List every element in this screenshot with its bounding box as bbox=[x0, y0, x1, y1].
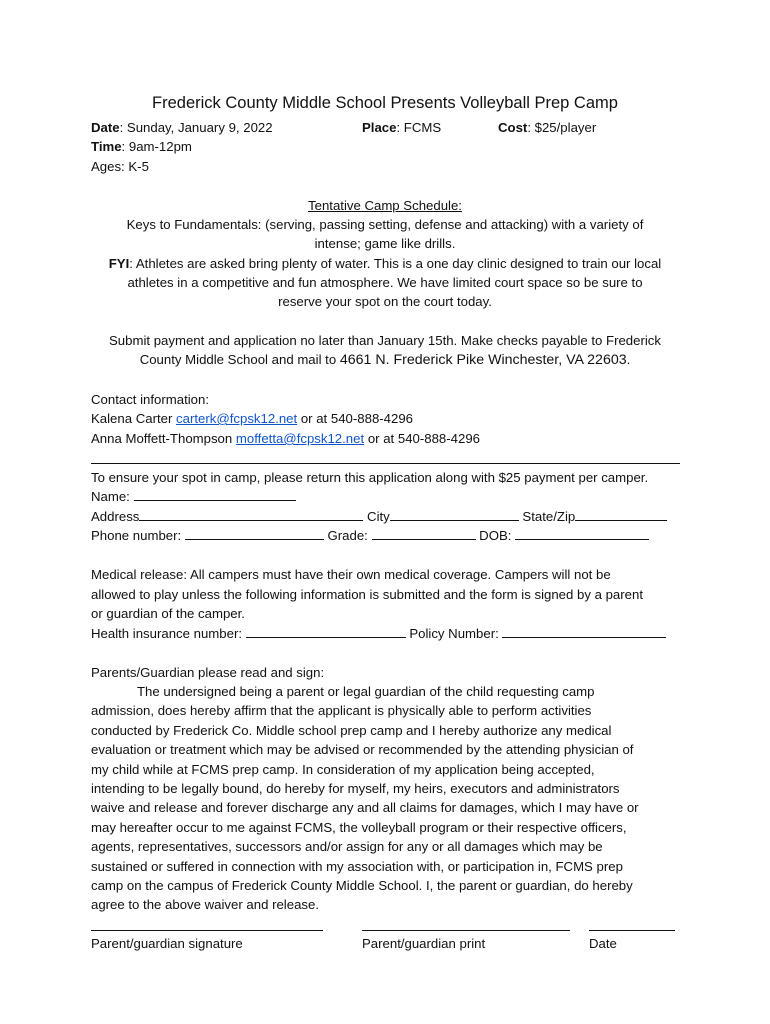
date-label: Date bbox=[91, 120, 120, 135]
signature-label: Parent/guardian signature bbox=[91, 936, 243, 951]
carter-email-link[interactable]: carterk@fcpsk12.net bbox=[176, 411, 298, 426]
place-line bbox=[362, 118, 441, 138]
page-title: Frederick County Middle School Presents Volleyball Prep Camp bbox=[152, 94, 618, 112]
date-line bbox=[91, 118, 273, 138]
waiver-line: intending to be legally bound, do hereby for myself, my heirs, executors and administrators bbox=[91, 781, 620, 796]
waiver-line: camp on the campus of Frederick County Middle School. I, the parent or guardian, do hereby bbox=[91, 878, 633, 893]
schedule-line-1: Keys to Fundamentals: (serving, passing setting, defense and attacking) with a variety of bbox=[126, 217, 644, 232]
payment-line-1: Submit payment and application no later than January 15th. Make checks payable to Frederick bbox=[109, 333, 661, 348]
grade-field[interactable] bbox=[372, 526, 476, 540]
name-field[interactable] bbox=[134, 487, 296, 501]
medical-line-1: Medical release: All campers must have their own medical coverage. Campers will not be bbox=[91, 567, 611, 582]
waiver-line: conducted by Frederick Co. Middle school prep camp and I hereby authorize any medical bbox=[91, 723, 612, 738]
waiver-line: my child while at FCMS prep camp. In consideration of my application being accepted, bbox=[91, 762, 595, 777]
contact-heading: Contact information: bbox=[91, 392, 210, 407]
contact-carter: Kalena Carter carterk@fcpsk12.net or at 540-888-4296 bbox=[91, 411, 414, 426]
phone-field[interactable] bbox=[185, 526, 324, 540]
time-value: : 9am-12pm bbox=[121, 139, 192, 154]
fyi-label: FYI bbox=[108, 256, 130, 271]
section-divider bbox=[91, 463, 680, 464]
phone-row: Phone number: Grade: DOB: bbox=[91, 526, 649, 546]
print-name-field[interactable] bbox=[362, 930, 570, 931]
fyi-line-3: reserve your spot on the court today. bbox=[278, 294, 492, 309]
schedule-heading: Tentative Camp Schedule: bbox=[308, 198, 462, 213]
cost-line bbox=[498, 118, 596, 138]
city-field[interactable] bbox=[390, 507, 519, 521]
waiver-line: sustained or suffered in connection with my association with, or participation in, FCMS prep bbox=[91, 859, 623, 874]
waiver-line: The undersigned being a parent or legal guardian of the child requesting camp bbox=[137, 684, 595, 699]
medical-line-2: allowed to play unless the following information is submitted and the form is signed by a parent bbox=[91, 587, 643, 602]
waiver-line: agents, representatives, successors and/or assign for any or all damages which may be bbox=[91, 839, 603, 854]
signature-field[interactable] bbox=[91, 930, 323, 931]
print-label: Parent/guardian print bbox=[362, 936, 486, 951]
payment-line-2: County Middle School and mail to 4661 N. Frederick Pike Winchester, VA 22603. bbox=[139, 352, 631, 368]
time-line bbox=[91, 137, 192, 157]
fyi-line-1: FYI: Athletes are asked bring plenty of water. This is a one day clinic designed to train our local bbox=[108, 256, 662, 271]
address-field[interactable] bbox=[139, 507, 363, 521]
cost-value: : $25/player bbox=[527, 120, 597, 135]
insurance-row: Health insurance number: Policy Number: bbox=[91, 624, 666, 644]
contact-moffett: Anna Moffett-Thompson moffetta@fcpsk12.net or at 540-888-4296 bbox=[91, 431, 480, 446]
waiver-line: agree to the above waiver and release. bbox=[91, 897, 319, 912]
date-label: Date bbox=[589, 936, 617, 951]
moffett-email-link[interactable]: moffetta@fcpsk12.net bbox=[235, 431, 365, 446]
cost-label: Cost bbox=[498, 120, 528, 135]
waiver-line: evaluation or treatment which may be advised or recommended by the attending physician of bbox=[91, 742, 634, 757]
place-value: : FCMS bbox=[396, 120, 442, 135]
waiver-heading: Parents/Guardian please read and sign: bbox=[91, 665, 325, 680]
ages-line: Ages: K-5 bbox=[91, 159, 149, 174]
time-label: Time bbox=[91, 139, 122, 154]
state-zip-field[interactable] bbox=[575, 507, 667, 521]
mailing-address: 4661 N. Frederick Pike Winchester, VA 22603 bbox=[339, 352, 627, 368]
address-row: Address City State/Zip bbox=[91, 507, 667, 527]
insurance-number-field[interactable] bbox=[246, 624, 406, 638]
place-label: Place bbox=[362, 120, 397, 135]
schedule-line-2: intense; game like drills. bbox=[314, 236, 456, 251]
date-field[interactable] bbox=[589, 930, 675, 931]
dob-field[interactable] bbox=[515, 526, 649, 540]
policy-number-field[interactable] bbox=[502, 624, 666, 638]
waiver-line: waive and release and forever discharge any and all claims for damages, which I may have or bbox=[91, 800, 639, 815]
name-row: Name: bbox=[91, 487, 296, 507]
date-value: : Sunday, January 9, 2022 bbox=[119, 120, 273, 135]
waiver-line: admission, does hereby affirm that the applicant is physically able to perform activities bbox=[91, 703, 592, 718]
waiver-line: may hereafter occur to me against FCMS, the volleyball program or their respective officers, bbox=[91, 820, 627, 835]
medical-line-3: or guardian of the camper. bbox=[91, 606, 245, 621]
form-intro: To ensure your spot in camp, please return this application along with $25 payment per camper. bbox=[91, 470, 649, 485]
fyi-line-2: athletes in a competitive and fun atmosphere. We have limited court space so be sure to bbox=[127, 275, 643, 290]
